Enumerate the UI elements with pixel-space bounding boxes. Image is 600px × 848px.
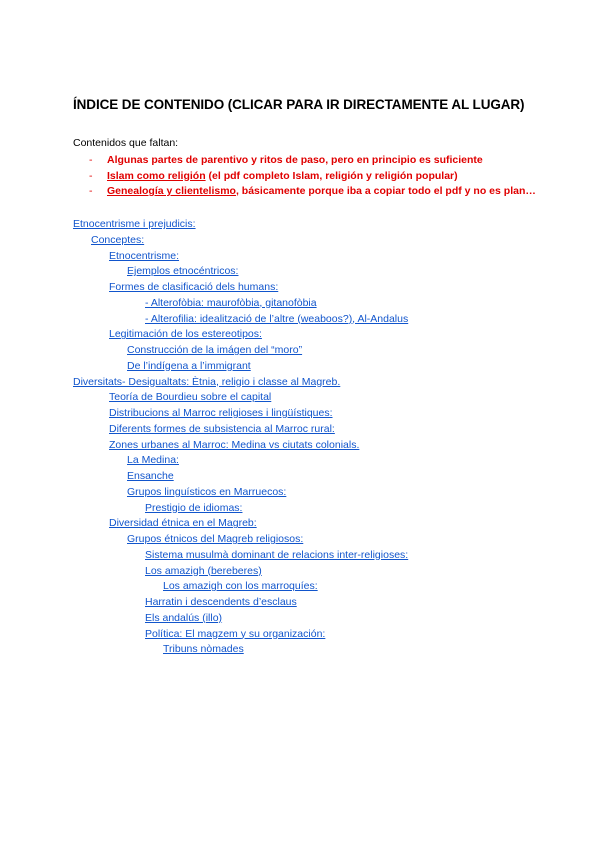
list-dash: -	[89, 154, 93, 166]
toc-link[interactable]: Teoría de Bourdieu sobre el capital	[109, 391, 272, 404]
toc-link[interactable]: Diversitats- Desigualtats: Ètnia, religio i classe al Magreb.	[73, 375, 341, 388]
missing-contents-intro: Contenidos que faltan:	[73, 137, 179, 149]
list-dash: -	[89, 185, 93, 197]
toc-link[interactable]: Zones urbanes al Marroc: Medina vs ciutats colonials.	[109, 438, 360, 451]
toc-link[interactable]: Ejemplos etnocéntricos:	[127, 265, 239, 278]
toc-link[interactable]: Formes de clasificació dels humans:	[109, 281, 279, 293]
toc-link[interactable]: De l’indígena a l’immigrant	[127, 359, 251, 372]
toc-link[interactable]: Tribuns nòmades	[163, 643, 244, 656]
toc-link[interactable]: Els andalús (illo)	[145, 611, 223, 624]
toc-link[interactable]: Construcción de la imágen del “moro”	[127, 344, 303, 356]
missing-item-text: , básicamente porque iba a copiar todo el pdf y no es plan…	[235, 185, 536, 197]
toc-link[interactable]: Diversidad étnica en el Magreb:	[109, 517, 257, 530]
toc-link[interactable]: La Medina:	[127, 454, 179, 467]
toc-link[interactable]: - Alterofilia: idealització de l’altre (weaboos?), Al-Andalus	[145, 312, 409, 325]
missing-item	[73, 169, 543, 184]
toc-link[interactable]: Diferents formes de subsistencia al Marroc rural:	[109, 422, 335, 435]
toc-link[interactable]: Conceptes:	[91, 233, 145, 246]
toc-link[interactable]: Política: El magzem y su organización:	[145, 627, 326, 640]
toc-link[interactable]: Etnocentrisme i prejudicis:	[73, 218, 196, 230]
toc-link[interactable]: Ensanche	[127, 470, 174, 482]
missing-item-text: Algunas partes de parentivo y ritos de paso, pero en principio es suficiente	[107, 154, 483, 166]
toc-link[interactable]: Los amazigh (bereberes)	[145, 564, 262, 577]
toc-link[interactable]: Harratin i descendents d’esclaus	[145, 596, 297, 608]
list-dash: -	[89, 169, 93, 182]
missing-item-link[interactable]: Genealogía y clientelismo	[107, 185, 236, 197]
missing-item	[73, 184, 543, 199]
missing-item	[73, 153, 543, 168]
toc-link[interactable]: Legitimación de los estereotipos:	[109, 328, 262, 341]
toc-link[interactable]: Distribucions al Marroc religioses i lingüístiques:	[109, 407, 333, 419]
toc-link[interactable]: Grupos linguísticos en Marruecos:	[127, 485, 287, 498]
toc-link[interactable]: Grupos étnicos del Magreb religiosos:	[127, 533, 304, 545]
page-title: ÍNDICE DE CONTENIDO (CLICAR PARA IR DIRECTAMENTE AL LUGAR)	[73, 97, 525, 112]
missing-item-text: (el pdf completo Islam, religión y religión popular)	[205, 169, 458, 182]
missing-contents-list	[73, 153, 543, 200]
toc-link[interactable]: Los amazigh con los marroquíes:	[163, 580, 318, 593]
toc-link[interactable]: - Alterofòbia: maurofòbia, gitanofòbia	[145, 296, 317, 309]
toc-link[interactable]: Sistema musulmà dominant de relacions inter-religioses:	[145, 548, 409, 561]
toc-link[interactable]: Prestigio de idiomas:	[145, 501, 243, 514]
missing-item-link[interactable]: Islam como religión	[107, 169, 206, 182]
toc-link[interactable]: Etnocentrisme:	[109, 249, 180, 262]
